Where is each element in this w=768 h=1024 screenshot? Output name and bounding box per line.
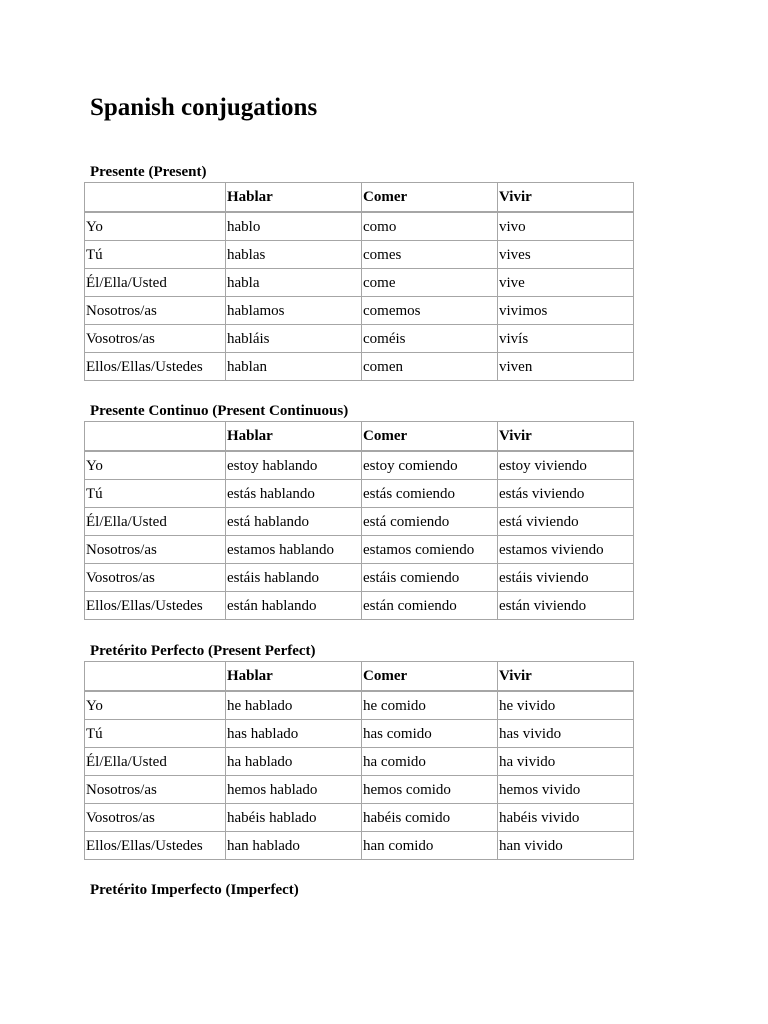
conjugation-cell: estás comiendo <box>362 480 498 508</box>
conjugation-cell: vives <box>498 241 634 269</box>
conjugation-cell: están viviendo <box>498 592 634 620</box>
conjugation-cell: comen <box>362 353 498 381</box>
conjugation-cell: he vivido <box>498 691 634 720</box>
section-heading: Presente Continuo (Present Continuous) <box>90 403 349 419</box>
table-row <box>85 564 634 592</box>
header-cell-empty <box>85 183 226 213</box>
pronoun-cell: Ellos/Ellas/Ustedes <box>85 592 226 620</box>
conjugation-cell: están hablando <box>226 592 362 620</box>
conjugation-cell: has hablado <box>226 720 362 748</box>
section-preterito-perfecto <box>84 641 633 860</box>
pronoun-cell: Nosotros/as <box>85 297 226 325</box>
conjugation-cell: estamos comiendo <box>362 536 498 564</box>
header-cell-comer: Comer <box>362 662 498 692</box>
table-row <box>85 451 634 480</box>
pronoun-cell: Él/Ella/Usted <box>85 269 226 297</box>
conjugation-cell: han comido <box>362 832 498 860</box>
header-cell-empty <box>85 422 226 452</box>
table-row <box>85 776 634 804</box>
pronoun-cell: Tú <box>85 241 226 269</box>
section-heading: Pretérito Imperfecto (Imperfect) <box>90 882 299 898</box>
conjugation-cell: está comiendo <box>362 508 498 536</box>
pronoun-cell: Nosotros/as <box>85 776 226 804</box>
header-cell-comer: Comer <box>362 422 498 452</box>
conjugation-cell: estáis comiendo <box>362 564 498 592</box>
conjugation-cell: hablo <box>226 212 362 241</box>
conjugation-cell: vivimos <box>498 297 634 325</box>
conjugation-cell: vivís <box>498 325 634 353</box>
pronoun-cell: Tú <box>85 480 226 508</box>
conjugation-cell: estamos hablando <box>226 536 362 564</box>
pronoun-cell: Yo <box>85 451 226 480</box>
conjugation-cell: ha comido <box>362 748 498 776</box>
conjugation-cell: estoy viviendo <box>498 451 634 480</box>
table-row <box>85 480 634 508</box>
conjugation-cell: has vivido <box>498 720 634 748</box>
conjugation-cell: habéis comido <box>362 804 498 832</box>
conjugation-cell: estamos viviendo <box>498 536 634 564</box>
section-heading: Presente (Present) <box>90 164 207 180</box>
pronoun-cell: Yo <box>85 691 226 720</box>
conjugation-cell: estáis viviendo <box>498 564 634 592</box>
table-row <box>85 269 634 297</box>
conjugation-cell: habláis <box>226 325 362 353</box>
table-row <box>85 536 634 564</box>
pronoun-cell: Nosotros/as <box>85 536 226 564</box>
conjugation-cell: estoy hablando <box>226 451 362 480</box>
conjugation-cell: estás viviendo <box>498 480 634 508</box>
conjugation-table <box>84 182 634 381</box>
conjugation-cell: hablas <box>226 241 362 269</box>
header-cell-vivir: Vivir <box>498 662 634 692</box>
pronoun-cell: Vosotros/as <box>85 325 226 353</box>
table-row <box>85 325 634 353</box>
conjugation-cell: están comiendo <box>362 592 498 620</box>
conjugation-cell: como <box>362 212 498 241</box>
pronoun-cell: Tú <box>85 720 226 748</box>
table-header-row <box>85 183 634 213</box>
table-row <box>85 748 634 776</box>
table-header-row <box>85 422 634 452</box>
pronoun-cell: Ellos/Ellas/Ustedes <box>85 353 226 381</box>
conjugation-cell: ha vivido <box>498 748 634 776</box>
conjugation-cell: estoy comiendo <box>362 451 498 480</box>
header-cell-empty <box>85 662 226 692</box>
conjugation-cell: está viviendo <box>498 508 634 536</box>
pronoun-cell: Vosotros/as <box>85 564 226 592</box>
table-row <box>85 212 634 241</box>
conjugation-cell: hablan <box>226 353 362 381</box>
conjugation-cell: estás hablando <box>226 480 362 508</box>
table-row <box>85 832 634 860</box>
pronoun-cell: Él/Ella/Usted <box>85 748 226 776</box>
table-row <box>85 353 634 381</box>
conjugation-cell: está hablando <box>226 508 362 536</box>
conjugation-cell: hablamos <box>226 297 362 325</box>
conjugation-cell: vive <box>498 269 634 297</box>
conjugation-cell: he comido <box>362 691 498 720</box>
conjugation-cell: comemos <box>362 297 498 325</box>
header-cell-hablar: Hablar <box>226 422 362 452</box>
pronoun-cell: Yo <box>85 212 226 241</box>
section-presente <box>84 162 633 381</box>
conjugation-cell: come <box>362 269 498 297</box>
header-cell-hablar: Hablar <box>226 662 362 692</box>
conjugation-cell: estáis hablando <box>226 564 362 592</box>
conjugation-cell: vivo <box>498 212 634 241</box>
header-cell-vivir: Vivir <box>498 183 634 213</box>
conjugation-table <box>84 421 634 620</box>
header-cell-hablar: Hablar <box>226 183 362 213</box>
conjugation-cell: hemos hablado <box>226 776 362 804</box>
section-preterito-imperfecto <box>84 880 633 900</box>
conjugation-cell: habéis vivido <box>498 804 634 832</box>
conjugation-cell: coméis <box>362 325 498 353</box>
conjugation-cell: ha hablado <box>226 748 362 776</box>
conjugation-cell: habla <box>226 269 362 297</box>
conjugation-cell: comes <box>362 241 498 269</box>
section-presente-continuo <box>84 401 633 620</box>
conjugation-cell: has comido <box>362 720 498 748</box>
conjugation-cell: he hablado <box>226 691 362 720</box>
table-row <box>85 241 634 269</box>
table-row <box>85 691 634 720</box>
conjugation-cell: habéis hablado <box>226 804 362 832</box>
table-header-row <box>85 662 634 692</box>
table-row <box>85 720 634 748</box>
table-row <box>85 804 634 832</box>
document-title: Spanish conjugations <box>90 94 318 121</box>
pronoun-cell: Ellos/Ellas/Ustedes <box>85 832 226 860</box>
header-cell-vivir: Vivir <box>498 422 634 452</box>
pronoun-cell: Él/Ella/Usted <box>85 508 226 536</box>
section-heading: Pretérito Perfecto (Present Perfect) <box>90 643 316 659</box>
pronoun-cell: Vosotros/as <box>85 804 226 832</box>
table-row <box>85 592 634 620</box>
conjugation-cell: han vivido <box>498 832 634 860</box>
table-row <box>85 297 634 325</box>
conjugation-cell: hemos comido <box>362 776 498 804</box>
conjugation-table <box>84 661 634 860</box>
table-row <box>85 508 634 536</box>
conjugation-cell: hemos vivido <box>498 776 634 804</box>
conjugation-cell: han hablado <box>226 832 362 860</box>
conjugation-cell: viven <box>498 353 634 381</box>
header-cell-comer: Comer <box>362 183 498 213</box>
